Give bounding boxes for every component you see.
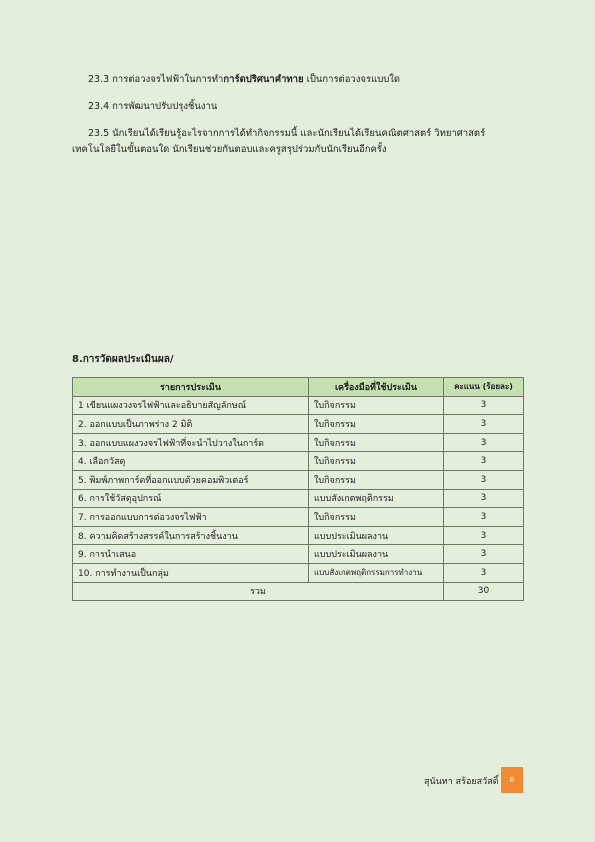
- row-item: 10. การทำงานเป็นกลุ่ม: [73, 563, 309, 582]
- row-tool: ใบกิจกรรม: [309, 508, 444, 527]
- row-tool: แบบสังเกตพฤติกรรมการทำงาน: [309, 563, 444, 582]
- table-row: [73, 415, 524, 434]
- row-tool: ใบกิจกรรม: [309, 396, 444, 415]
- row-item: 4. เลือกวัสดุ: [73, 452, 309, 471]
- page-number-badge: 8: [501, 767, 523, 793]
- table-row: [73, 396, 524, 415]
- row-score: 3: [444, 470, 524, 489]
- row-score: 3: [444, 563, 524, 582]
- row-score: 3: [444, 489, 524, 508]
- row-item: 3. ออกแบบแผงวงจรไฟฟ้าที่จะนำไปวางในการ์ด: [73, 433, 309, 452]
- row-item: 1 เขียนแผงวงจรไฟฟ้าและอธิบายสัญลักษณ์: [73, 396, 309, 415]
- table-total-row: [73, 582, 524, 601]
- row-tool: ใบกิจกรรม: [309, 433, 444, 452]
- header-tool: เครื่องมือที่ใช้ประเมิน: [309, 378, 444, 397]
- row-tool: แบบสังเกตพฤติกรรม: [309, 489, 444, 508]
- paragraph-23-3-end: เป็นการต่อวงจรแบบใด: [303, 74, 401, 85]
- paragraph-23-3-start: 23.3 การต่อวงจรไฟฟ้าในการทำ: [88, 74, 224, 85]
- row-tool: ใบกิจกรรม: [309, 452, 444, 471]
- table-row: [73, 508, 524, 527]
- table-row: [73, 526, 524, 545]
- row-item: 7. การออกแบบการต่อวงจรไฟฟ้า: [73, 508, 309, 527]
- row-item: 9. การนำเสนอ: [73, 545, 309, 564]
- row-item: 2. ออกแบบเป็นภาพร่าง 2 มิติ: [73, 415, 309, 434]
- row-score: 3: [444, 452, 524, 471]
- row-tool: แบบประเมินผลงาน: [309, 526, 444, 545]
- table-header-row: [73, 378, 524, 397]
- total-value: 30: [444, 582, 524, 601]
- row-item: 5. พิมพ์ภาพการ์ดที่ออกแบบด้วยคอมพิวเตอร์: [73, 470, 309, 489]
- paragraph-23-3: [88, 72, 400, 88]
- evaluation-table: [72, 377, 524, 601]
- header-item: รายการประเมิน: [73, 378, 309, 397]
- paragraph-23-5: 23.5 นักเรียนได้เรียนรู้อะไรจากการได้ทำกิจกรรมนี้ และนักเรียนได้เรียนคณิตศาสตร์ วิทยาศาสตร์ เทคโนโลยีในขั้นตอนใด นักเรียนช่วยกันตอบและครูสรุปร่วมกับนักเรียนอีกครั้ง: [72, 128, 486, 155]
- paragraph-23-3-bold: การ์ดปริศนาคำทาย: [223, 74, 304, 85]
- row-tool: ใบกิจกรรม: [309, 470, 444, 489]
- table-row: [73, 545, 524, 564]
- header-score: คะแนน (ร้อยละ): [444, 378, 524, 397]
- section-title: 8.การวัดผลประเมินผล/: [72, 354, 174, 365]
- row-score: 3: [444, 415, 524, 434]
- row-tool: ใบกิจกรรม: [309, 415, 444, 434]
- footer-author: สุนันทา สร้อยสวัสดิ์: [424, 777, 499, 787]
- row-score: 3: [444, 396, 524, 415]
- row-score: 3: [444, 508, 524, 527]
- row-score: 3: [444, 433, 524, 452]
- table-row: [73, 452, 524, 471]
- table-row: [73, 433, 524, 452]
- row-tool: แบบประเมินผลงาน: [309, 545, 444, 564]
- row-item: 8. ความคิดสร้างสรรค์ในการสร้างชิ้นงาน: [73, 526, 309, 545]
- table-row: [73, 563, 524, 582]
- row-score: 3: [444, 526, 524, 545]
- row-score: 3: [444, 545, 524, 564]
- table-row: [73, 489, 524, 508]
- paragraph-23-4: 23.4 การพัฒนาปรับปรุงชิ้นงาน: [88, 101, 218, 112]
- total-label: รวม: [73, 582, 444, 601]
- row-item: 6. การใช้วัสดุอุปกรณ์: [73, 489, 309, 508]
- table-row: [73, 470, 524, 489]
